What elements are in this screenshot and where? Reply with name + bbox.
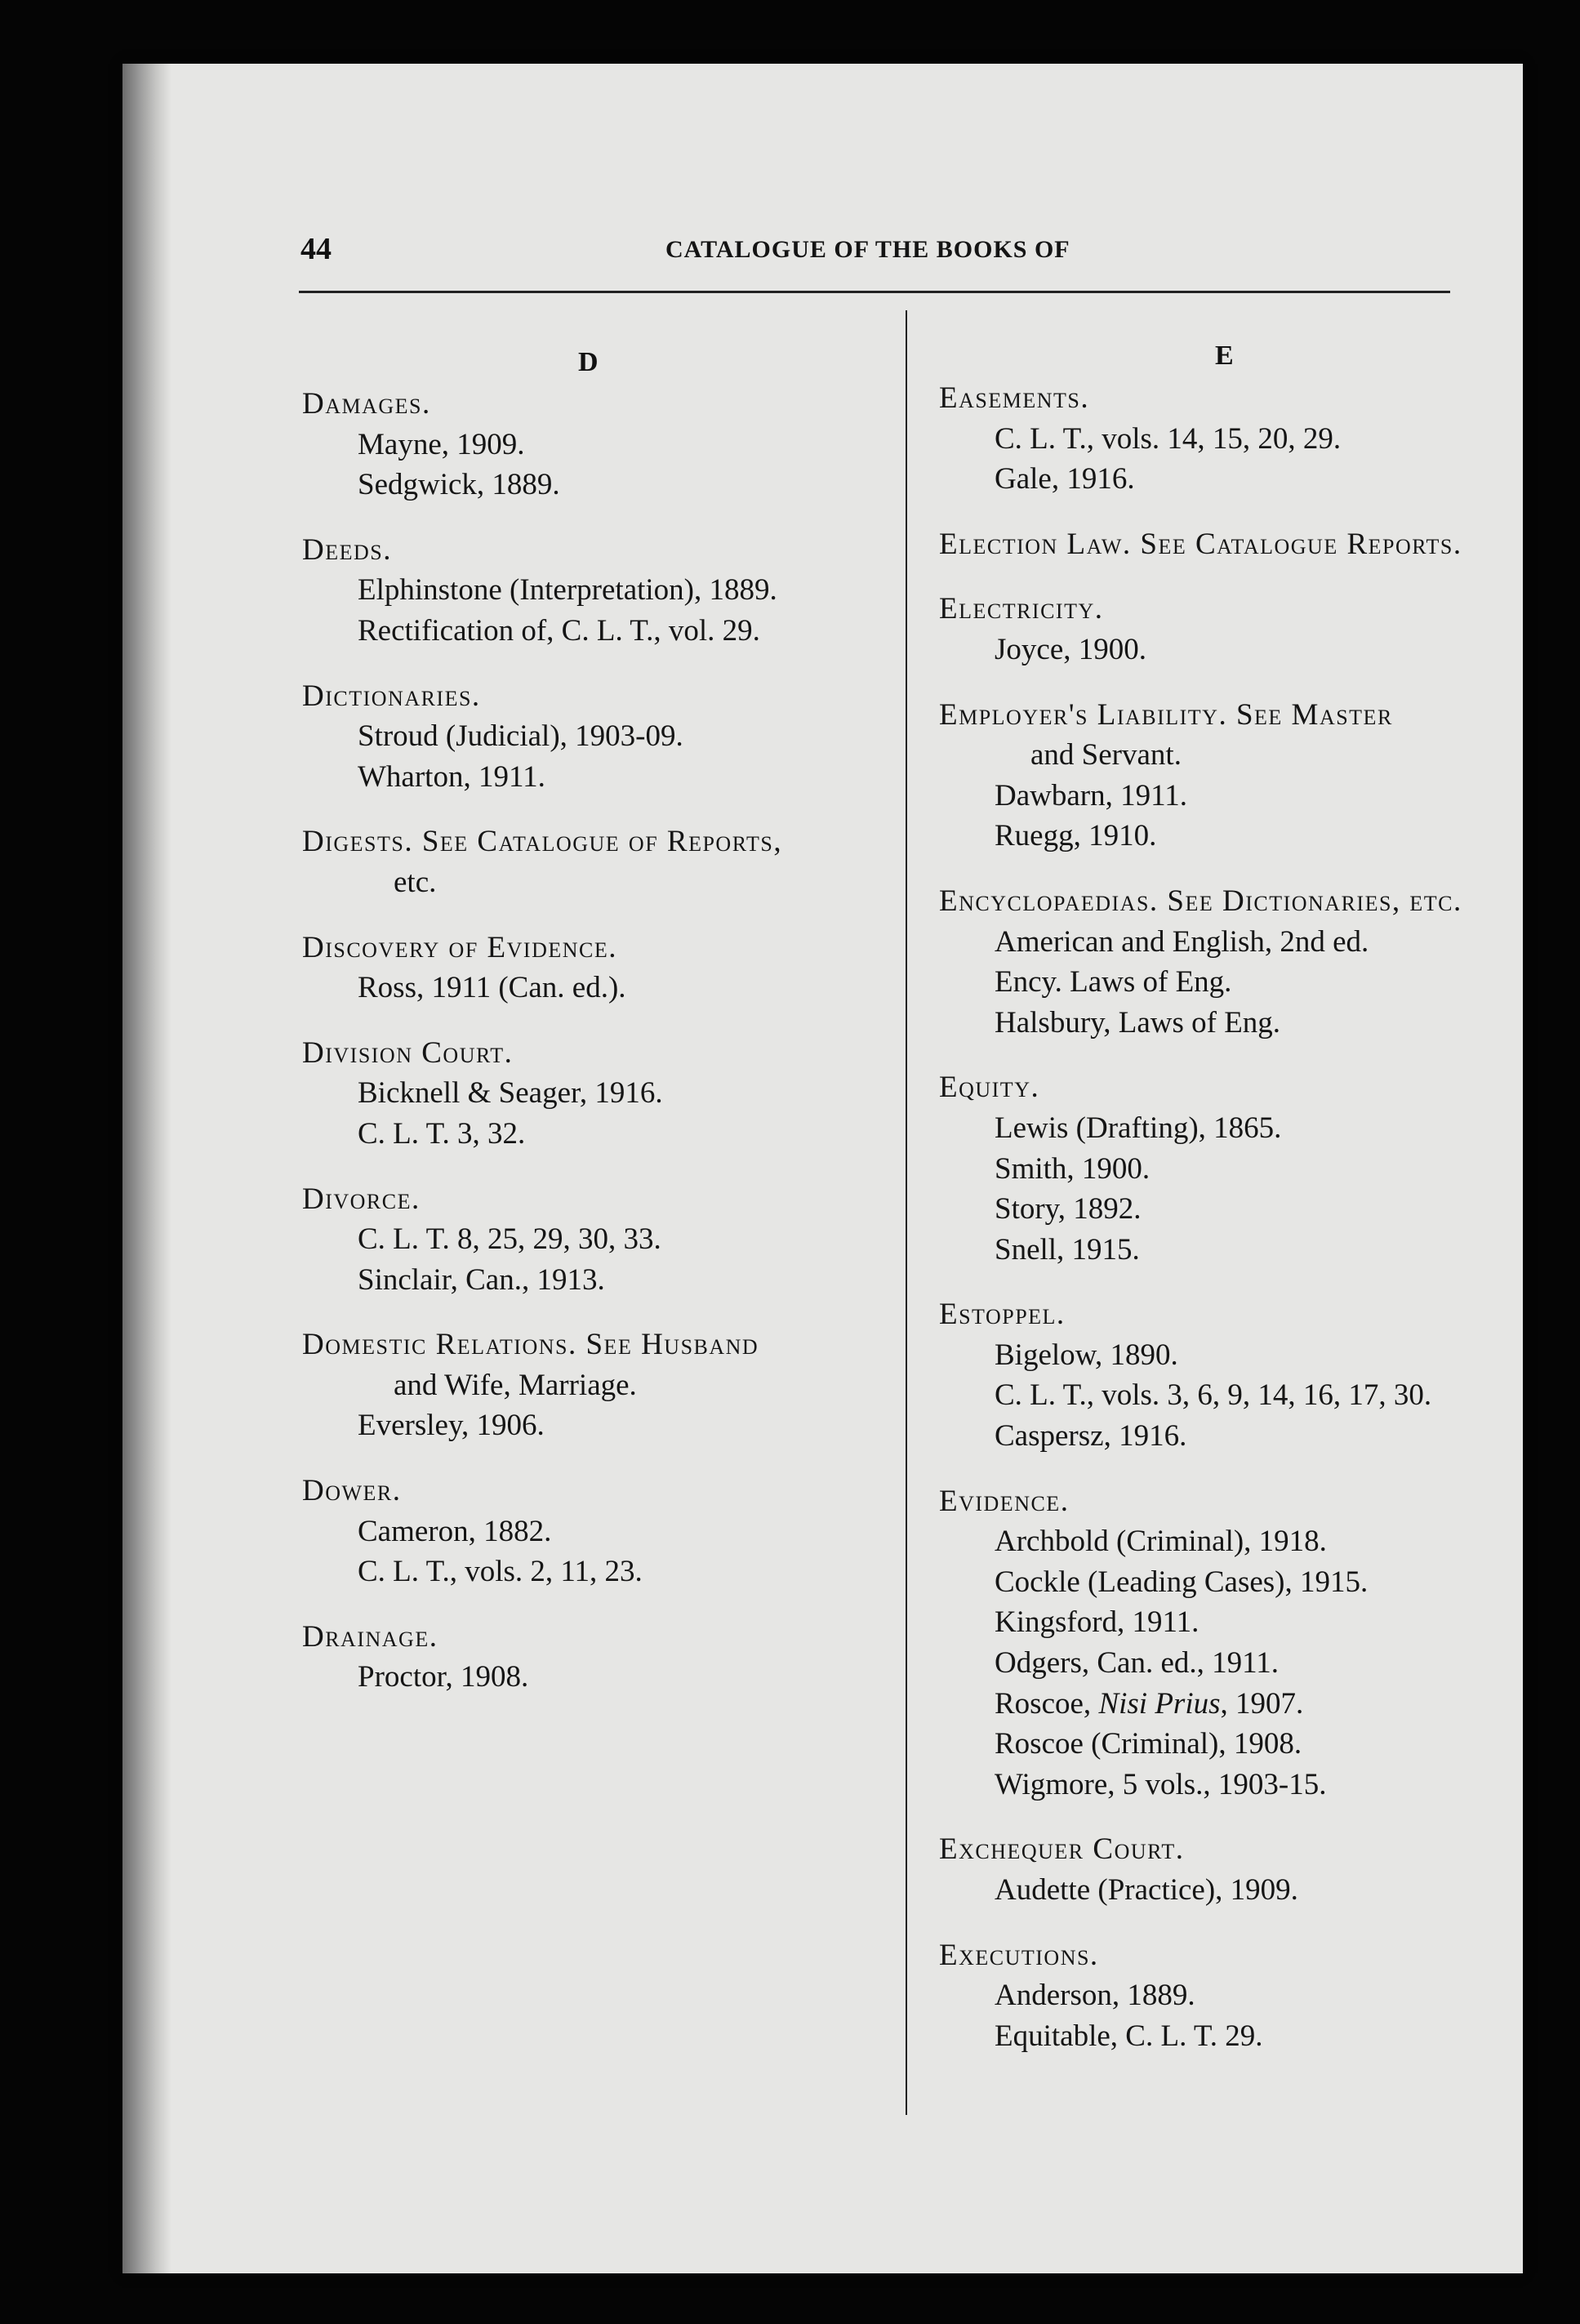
running-head: CATALOGUE OF THE BOOKS OF (665, 236, 1070, 263)
catalogue-entry (939, 589, 1523, 670)
entry-reference: Ruegg, 1910. (995, 819, 1157, 853)
section-letter-e: E (1215, 341, 1234, 371)
entry-reference: Caspersz, 1916. (995, 1419, 1187, 1454)
entry-reference: Audette (Practice), 1909. (995, 1873, 1298, 1907)
catalogue-entry (302, 1033, 898, 1155)
entry-reference: Cameron, 1882. (358, 1514, 552, 1548)
section-letter-d: D (578, 347, 599, 377)
entry-reference: Mayne, 1909. (358, 427, 525, 461)
entry-reference: Cockle (Leading Cases), 1915. (995, 1565, 1369, 1599)
catalogue-entry (939, 1935, 1523, 2057)
catalogue-entry (302, 1617, 898, 1698)
entry-reference: Kingsford, 1911. (995, 1605, 1199, 1640)
entry-reference: Snell, 1915. (995, 1232, 1140, 1267)
entry-reference: Gale, 1916. (995, 462, 1135, 496)
entry-reference: Odgers, Can. ed., 1911. (995, 1646, 1280, 1681)
entry-reference: Sinclair, Can., 1913. (358, 1262, 605, 1297)
entry-reference: Wigmore, 5 vols., 1903-15. (995, 1767, 1327, 1801)
entry-heading: Damages. (302, 387, 431, 421)
entry-reference: Ross, 1911 (Can. ed.). (358, 971, 626, 1005)
page-number: 44 (300, 232, 332, 266)
entry-heading-continuation: and Servant. (1030, 738, 1182, 772)
entry-reference: Stroud (Judicial), 1903-09. (358, 719, 683, 754)
entry-reference: Ency. Laws of Eng. (995, 965, 1232, 999)
catalogue-entry (939, 1067, 1523, 1270)
entry-reference: Rectification of, C. L. T., vol. 29. (358, 613, 760, 648)
entry-heading: Employer's Liability. See Master (939, 697, 1393, 732)
entry-heading: Easements. (939, 381, 1090, 415)
catalogue-entry (302, 676, 898, 798)
catalogue-entry (302, 821, 898, 902)
catalogue-entry (302, 530, 898, 652)
catalogue-entry (939, 881, 1523, 1043)
entry-heading: Division Court. (302, 1035, 514, 1070)
left-column (302, 384, 898, 1722)
entry-heading: Dower. (302, 1474, 402, 1508)
entry-reference: Elphinstone (Interpretation), 1889. (358, 573, 777, 608)
entry-reference: Sedgwick, 1889. (358, 468, 560, 502)
entry-reference: C. L. T., vols. 2, 11, 23. (358, 1555, 643, 1589)
entry-reference: Halsbury, Laws of Eng. (995, 1005, 1281, 1040)
catalogue-entry (302, 384, 898, 505)
entry-reference: Bicknell & Seager, 1916. (358, 1076, 663, 1111)
entry-reference: Bigelow, 1890. (995, 1338, 1178, 1372)
catalogue-entry (939, 695, 1523, 857)
entry-reference: Story, 1892. (995, 1192, 1142, 1227)
entry-heading: Exchequer Court. (939, 1832, 1185, 1867)
catalogue-entry (939, 378, 1523, 500)
catalogue-entry (939, 1294, 1523, 1456)
right-column (939, 378, 1523, 2081)
entry-reference: Proctor, 1908. (358, 1660, 529, 1694)
page-binding-shadow (122, 64, 171, 2273)
entry-reference: Archbold (Criminal), 1918. (995, 1525, 1327, 1559)
entry-reference: Eversley, 1906. (358, 1409, 545, 1443)
entry-reference: Equitable, C. L. T. 29. (995, 2019, 1263, 2053)
catalogue-entry (302, 1471, 898, 1592)
entry-reference: Dawbarn, 1911. (995, 778, 1187, 813)
entry-reference: Roscoe (Criminal), 1908. (995, 1727, 1302, 1761)
catalogue-entry (302, 928, 898, 1008)
entry-heading-continuation: etc. (394, 865, 437, 899)
entry-heading: Evidence. (939, 1484, 1070, 1518)
entry-reference: Smith, 1900. (995, 1151, 1151, 1186)
catalogue-entry (302, 1179, 898, 1301)
entry-reference: C. L. T. 8, 25, 29, 30, 33. (358, 1222, 661, 1257)
entry-heading: Encyclopaedias. See Dictionaries, etc. (939, 884, 1462, 918)
entry-reference: C. L. T., vols. 14, 15, 20, 29. (995, 421, 1342, 456)
entry-reference: Roscoe, Nisi Prius, 1907. (995, 1686, 1304, 1721)
entry-heading: Drainage. (302, 1619, 438, 1654)
catalogue-entry (302, 1325, 898, 1446)
entry-heading: Estoppel. (939, 1298, 1066, 1332)
entry-reference: C. L. T. 3, 32. (358, 1116, 526, 1151)
entry-heading: Domestic Relations. See Husband (302, 1328, 759, 1362)
entry-reference: Joyce, 1900. (995, 632, 1146, 666)
column-divider (906, 310, 907, 2115)
entry-heading: Discovery of Evidence. (302, 930, 617, 964)
entry-heading: Equity. (939, 1071, 1040, 1105)
entry-heading: Electricity. (939, 592, 1104, 626)
entry-heading: Executions. (939, 1938, 1099, 1972)
entry-reference: Wharton, 1911. (358, 759, 545, 794)
entry-reference: Lewis (Drafting), 1865. (995, 1111, 1282, 1145)
entry-reference: Anderson, 1889. (995, 1979, 1195, 2013)
entry-heading: Election Law. See Catalogue Reports. (939, 527, 1462, 561)
entry-heading: Digests. See Catalogue of Reports, (302, 825, 783, 859)
entry-reference: American and English, 2nd ed. (995, 924, 1369, 959)
entry-reference: C. L. T., vols. 3, 6, 9, 14, 16, 17, 30. (995, 1378, 1432, 1413)
entry-heading-continuation: and Wife, Marriage. (394, 1368, 637, 1402)
catalogue-entry (939, 1829, 1523, 1910)
entry-heading: Deeds. (302, 532, 392, 567)
entry-heading: Dictionaries. (302, 679, 481, 713)
catalogue-entry (939, 1481, 1523, 1805)
catalogue-entry (939, 524, 1523, 565)
header-rule (299, 291, 1450, 293)
entry-heading: Divorce. (302, 1182, 421, 1216)
